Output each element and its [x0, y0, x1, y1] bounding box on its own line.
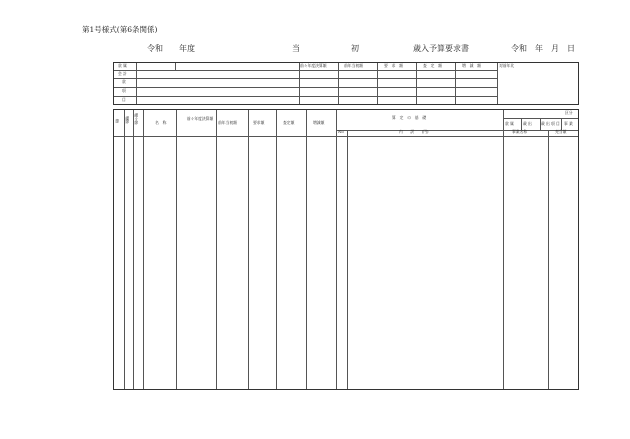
calc-basis-title: 算 定 の 基 礎 [392, 115, 427, 120]
row-moku: 目 [122, 97, 126, 102]
kubun-saishutsu: 歳 出 [523, 121, 532, 126]
kubun-jigyo: 事 業 [564, 121, 573, 126]
row-ko: 項 [122, 88, 126, 93]
top-col-hiritsu: 対前年比 [499, 63, 515, 68]
form-title: 歳入予算要求書 [413, 44, 469, 53]
col-zennen: 前年当初額 [218, 120, 237, 125]
uchiwake-label: 内 訳 (円) [399, 129, 429, 134]
top-col-zenzen: 前々年度決算額 [300, 63, 327, 68]
kubun-saishutsu-komoku: 歳 出 項 目 [541, 121, 560, 126]
col-setsu: 節 [115, 119, 121, 123]
kubun-kan: 款 属 [505, 121, 514, 126]
kubun-label: 区分 [565, 110, 573, 115]
top-col-zennen: 前年当初額 [344, 63, 363, 68]
col-zenzen: 前々年度決算額 [186, 116, 214, 121]
top-col-yokyu: 要 求 額 [384, 63, 403, 68]
submission-date: 令和 年 月 日 [511, 44, 575, 53]
top-col-zogen: 増 減 額 [462, 63, 481, 68]
col-zogen: 増減額 [313, 120, 325, 125]
col-yokyu: 要求額 [253, 120, 265, 125]
fiscal-year: 令和 年度 [147, 44, 195, 53]
top-col-satei: 査 定 額 [423, 63, 442, 68]
row-kaikei: 会 計 [118, 71, 127, 76]
jigyo-name-label: 事業名称 [512, 129, 528, 134]
col-meisho: 名 称 [155, 120, 167, 125]
tou-label: 当 [292, 44, 300, 53]
row-kan: 款 [122, 79, 126, 84]
sho-label: 初 [351, 44, 359, 53]
col-satei: 査定額 [283, 120, 295, 125]
detail-table [113, 109, 579, 390]
col-saisaisetsu: 細々節 [134, 113, 140, 125]
juto-label: 充当額 [555, 129, 567, 134]
summary-table [113, 62, 579, 105]
kan-label: 款 属 [118, 63, 127, 68]
form-number: 第1号様式(第6条関係) [82, 25, 158, 34]
col-saisetsu: 細節 [125, 116, 131, 124]
no-label: No [338, 129, 344, 134]
